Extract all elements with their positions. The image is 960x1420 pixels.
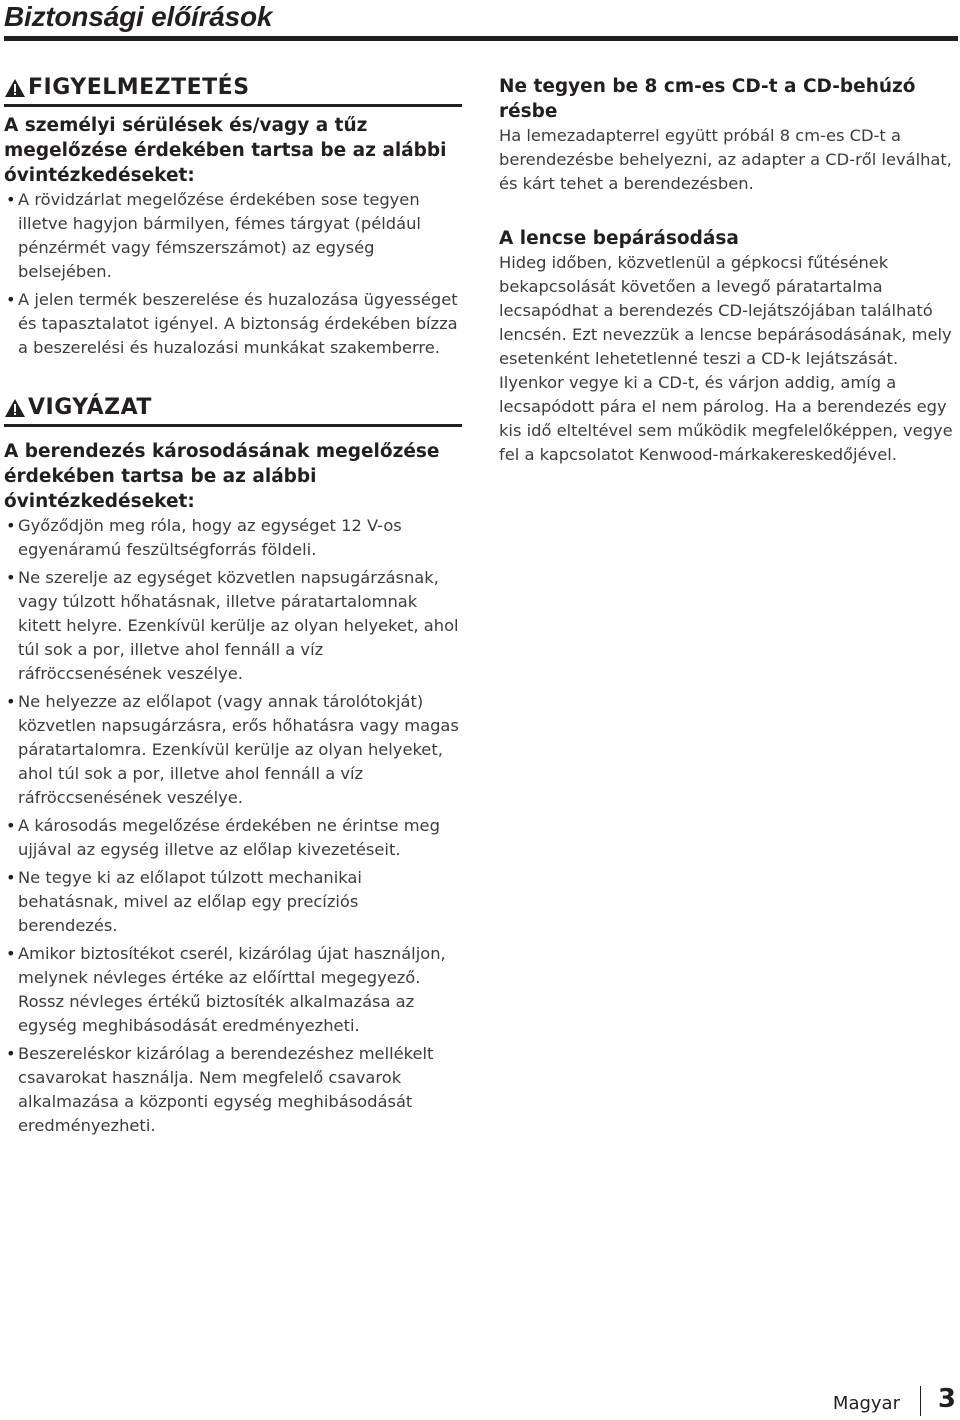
title-rule <box>4 36 958 41</box>
list-item: • A jelen termék beszerelése és huzalozása ügyességet és tapasztalatot igényel. A biztonság érdekében bízza a beszerelési és huzalozási munkákat szakemberre. <box>6 290 458 357</box>
list-item: • Beszereléskor kizárólag a berendezéshez mellékelt csavarokat használja. Nem megfelelő csavarok alkalmazása a központi egység meghibásodását eredményezheti. <box>6 1044 434 1135</box>
lens-body: Hideg időben, közvetlenül a gépkocsi fűtésének bekapcsolását követően a levegő páratartalma lecsapódhat a berendezés CD-lejátszójában található lencsén. Ezt nevezzük a lencse bepárásodásának, mely esetenként lehetetlenné teszi a CD-k lejátszását. Ilyenkor vegye ki a CD-t, és várjon addig, amíg a lecsapódott pára el nem párolog. Ha a berendezés egy kis idő elteltével sem működik megfelelőképpen, vegye fel a kapcsolatot Kenwood-márkakereskedőjével. <box>499 253 953 464</box>
caution-subheading: A berendezés károsodásának megelőzése érdekében tartsa be az alábbi óvintézkedéseket: <box>4 441 440 512</box>
warning-subheading: A személyi sérülések és/vagy a tűz megelőzése érdekében tartsa be az alábbi óvintézkedéseket: <box>4 115 447 186</box>
list-item: • Győződjön meg róla, hogy az egységet 12 V-os egyenáramú feszültségforrás földeli. <box>6 516 402 559</box>
left-column <box>4 74 462 1142</box>
list-item: • A rövidzárlat megelőzése érdekében sose tegyen illetve hagyjon bármilyen, fémes tárgyat (például pénzérmét vagy fémszerszámot) az egység belsejében. <box>6 190 421 281</box>
warning-triangle-icon <box>4 78 26 98</box>
footer-language: Magyar <box>832 1393 900 1414</box>
warning-list <box>4 188 462 360</box>
lens-heading: A lencse bepárásodása <box>499 228 739 249</box>
list-item: • Ne tegye ki az előlapot túlzott mechanikai behatásnak, mivel az előlap egy precíziós berendezés. <box>6 868 362 935</box>
list-item: • Ne szerelje az egységet közvetlen napsugárzásnak, vagy túlzott hőhatásnak, illetve páratartalomnak kitett helyre. Ezenkívül kerülje az olyan helyeket, ahol túl sok a por, illetve ahol fennáll a víz ráfröccsenésének veszélye. <box>6 568 459 683</box>
warning-label: FIGYELMEZTETÉS <box>28 75 250 100</box>
warning-triangle-icon <box>4 398 26 418</box>
cd8-heading: Ne tegyen be 8 cm-es CD-t a CD-behúzó résbe <box>499 76 916 122</box>
list-item: • Amikor biztosítékot cserél, kizárólag újat használjon, melynek névleges értéke az előírttal megegyező. Rossz névleges értékű biztosíték alkalmazása az egység meghibásodását eredményezheti. <box>6 944 446 1035</box>
list-item: • A károsodás megelőzése érdekében ne érintse meg ujjával az egység illetve az előlap kivezetéseit. <box>6 816 440 859</box>
list-item: • Ne helyezze az előlapot (vagy annak tárolótokját) közvetlen napsugárzásra, erős hőhatásra vagy magas páratartalomra. Ezenkívül kerülje az olyan helyeket, ahol túl sok a por, illetve ahol fennáll a víz ráfröccsenésének veszélye. <box>6 692 459 807</box>
caution-label: VIGYÁZAT <box>28 395 152 420</box>
caution-list <box>4 514 462 1138</box>
page-number: 3 <box>937 1384 956 1414</box>
right-column <box>499 74 954 467</box>
page-title: Biztonsági előírások <box>4 1 273 32</box>
footer-divider <box>920 1386 921 1416</box>
cd8-body: Ha lemezadapterrel együtt próbál 8 cm-es CD-t a berendezésbe behelyezni, az adapter a CD-ről leválhat, és kárt tehet a berendezésben. <box>499 126 952 193</box>
caution-heading <box>4 394 462 427</box>
warning-heading <box>4 74 462 107</box>
